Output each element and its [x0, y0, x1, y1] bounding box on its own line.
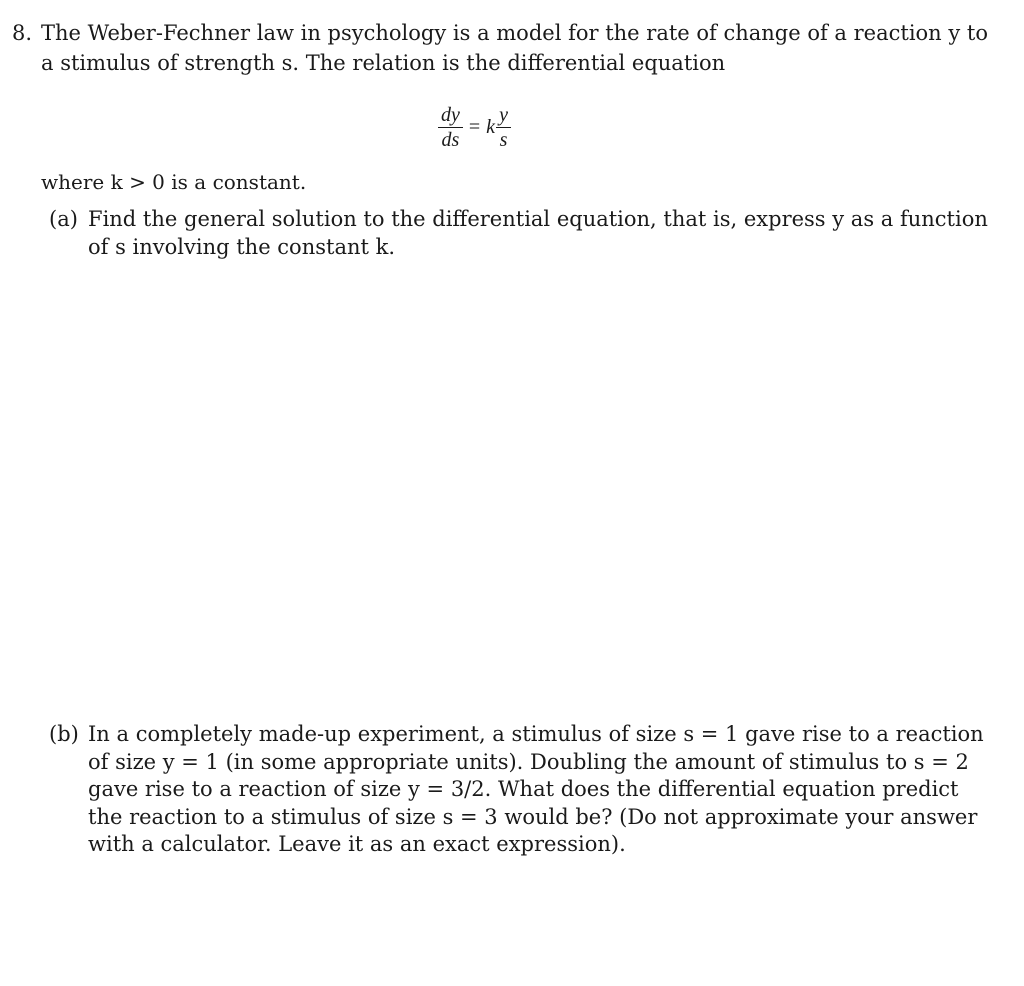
- lhs-numerator: dy: [441, 103, 460, 126]
- rhs-denominator: s: [499, 128, 508, 151]
- coefficient-k: k: [486, 115, 496, 138]
- part-b-text: [88, 721, 984, 859]
- problem-number: 8.: [12, 21, 33, 45]
- part-b-line-4: the reaction to a stimulus of size s = 3 would be? (Do not approximate your answer: [88, 804, 978, 829]
- fraction-bar: [496, 127, 511, 128]
- rhs-numerator: y: [499, 103, 508, 126]
- part-b: [49, 721, 999, 871]
- differential-equation: [438, 100, 511, 154]
- fraction-bar: [438, 127, 463, 128]
- lhs-fraction: [438, 104, 463, 151]
- part-b-line-1: In a completely made-up experiment, a stimulus of size s = 1 gave rise to a reaction: [88, 722, 984, 746]
- intro-line-2: a stimulus of strength s. The relation is the differential equation: [41, 51, 726, 75]
- intro-line-1: The Weber-Fechner law in psychology is a model for the rate of change of a reaction y to: [41, 21, 988, 45]
- problem-intro: [41, 18, 988, 78]
- equals-sign: =: [468, 115, 481, 138]
- part-b-line-2: of size y = 1 (in some appropriate units). Doubling the amount of stimulus to s = 2: [88, 749, 969, 774]
- part-a-label: (a): [49, 207, 78, 231]
- lhs-denominator: ds: [441, 128, 460, 151]
- part-a-line-2: of s involving the constant k.: [88, 234, 396, 259]
- part-b-label: (b): [49, 722, 79, 746]
- part-b-line-3: gave rise to a reaction of size y = 3/2. What does the differential equation predict: [88, 777, 959, 801]
- part-a-text: [88, 206, 988, 261]
- constant-condition: where k > 0 is a constant.: [41, 170, 307, 194]
- part-a: [49, 206, 999, 266]
- rhs-fraction: [496, 104, 511, 151]
- part-a-line-1: Find the general solution to the differential equation, that is, express y as a function: [88, 207, 988, 231]
- part-b-line-5: with a calculator. Leave it as an exact expression).: [88, 832, 626, 856]
